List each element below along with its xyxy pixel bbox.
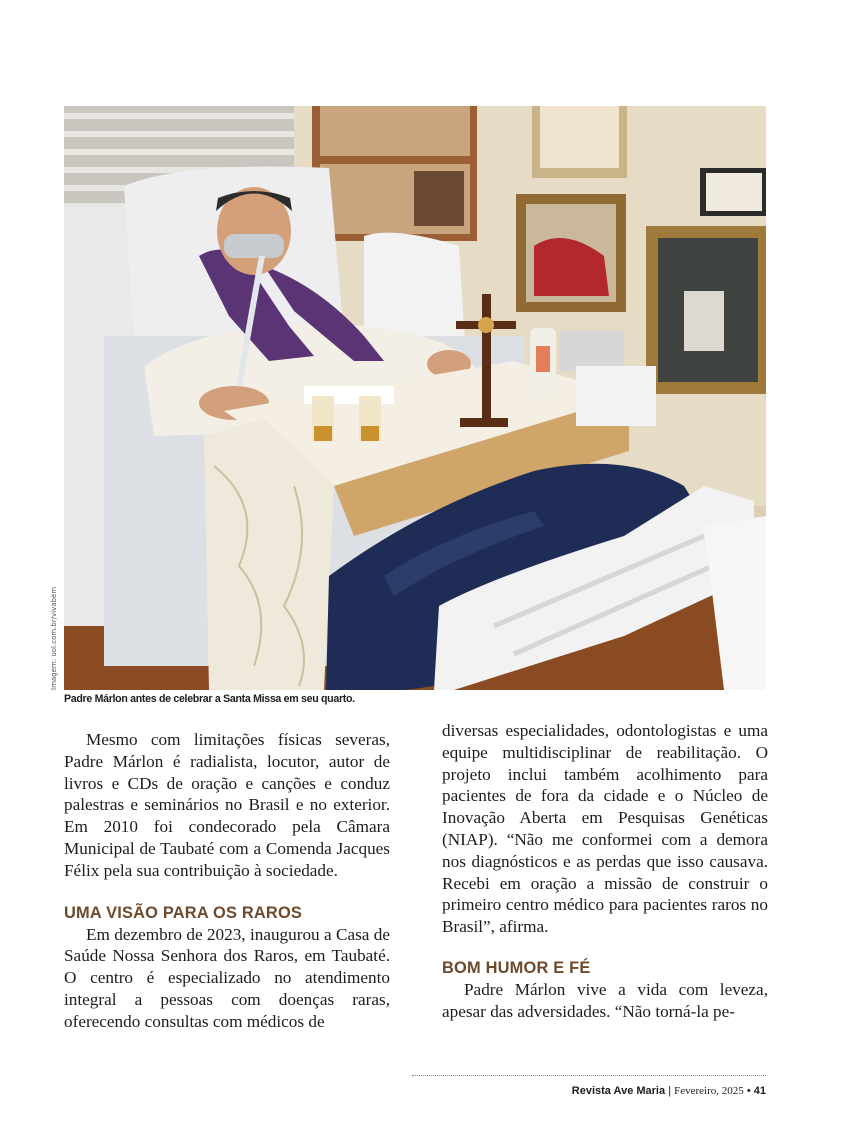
article-column-right (442, 720, 768, 1023)
footer-bullet: • (746, 1085, 751, 1097)
article-column-left (64, 729, 390, 1033)
photo-caption: Padre Márlon antes de celebrar a Santa Missa em seu quarto. (64, 693, 355, 705)
body-paragraph: Padre Márlon vive a vida com leveza, apesar das adversidades. “Não torná-la pe- (442, 979, 768, 1021)
magazine-name: Revista Ave Maria (571, 1085, 666, 1097)
section-heading: UMA VISÃO PARA OS RAROS (64, 903, 303, 922)
body-paragraph: Em dezembro de 2023, inaugurou a Casa de Saúde Nossa Senhora dos Raros, em Taubaté. O centro é especializado no atendimento integral a pessoas com doenças raras, oferecendo consultas com médicos de (64, 924, 390, 1031)
section-heading: BOM HUMOR E FÉ (442, 958, 591, 977)
page-footer (572, 1085, 766, 1097)
article-photo (64, 106, 766, 690)
body-paragraph: Mesmo com limitações físicas severas, Padre Márlon é radialista, locutor, autor de livros e CDs de oração e canções e conduz palestras e seminários no Brasil e no exterior. Em 2010 foi condecorado pela Câmara Municipal de Taubaté com a Comenda Jacques Félix pela sua contribuição à sociedade. (64, 730, 390, 880)
issue-date: Fevereiro, 2025 (674, 1085, 744, 1097)
page-number: 41 (753, 1085, 766, 1097)
body-paragraph: diversas especialidades, odontologistas e uma equipe multidisciplinar de reabilitação. O projeto inclui também acolhimento para pacientes de fora da cidade e o Núcleo de Inovação Aberta em Pesquisas Genéticas (NIAP). “Não me conformei com a demora nos diagnósticos e as perdas que isso causava. Recebi em oração a missão de construir o primeiro centro médico para pacientes raros no Brasil”, afirma. (442, 721, 768, 937)
footer-separator: | (668, 1085, 672, 1097)
footer-divider (412, 1075, 766, 1076)
photo-credit: Imagem: uol.com.br/vivabem (50, 586, 58, 690)
priest-in-hospital-bed-photo (64, 106, 766, 690)
